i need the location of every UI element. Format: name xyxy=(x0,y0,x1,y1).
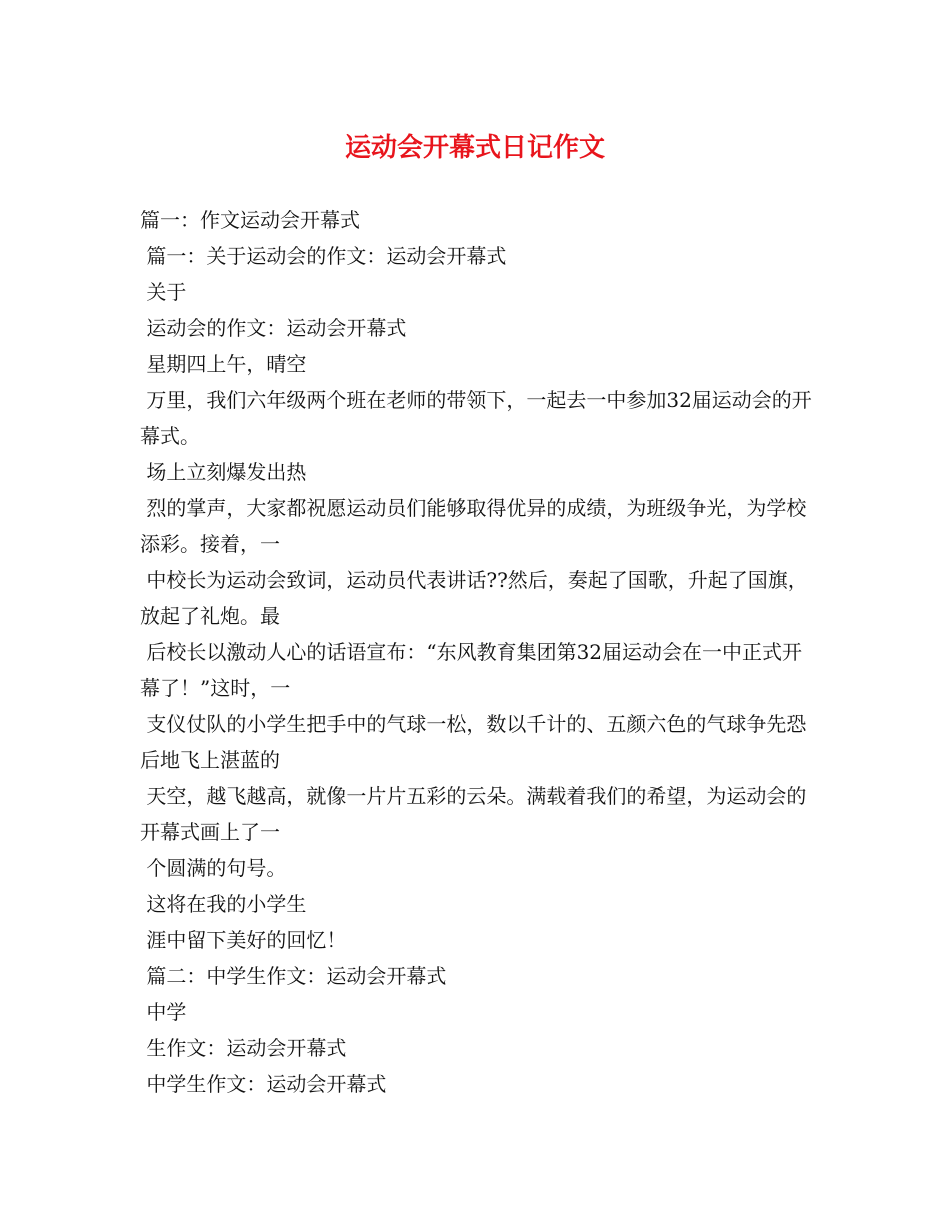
text-line: 篇二：中学生作文：运动会开幕式 xyxy=(140,964,447,988)
text-line: 中校长为运动会致词，运动员代表讲话??然后，奏起了国歌，升起了国旗，放起了礼炮。最 xyxy=(140,568,808,628)
text-line: 篇一：关于运动会的作文：运动会开幕式 xyxy=(140,244,507,268)
text-line: 中学生作文：运动会开幕式 xyxy=(140,1072,387,1096)
text-line: 后校长以激动人心的话语宣布：“东风教育集团第32届运动会在一中正式开幕了！”这时，一 xyxy=(140,640,803,700)
text-line: 篇一：作文运动会开幕式 xyxy=(140,208,360,232)
text-line: 天空，越飞越高，就像一片片五彩的云朵。满载着我们的希望，为运动会的开幕式画上了一 xyxy=(140,784,807,844)
text-line: 中学 xyxy=(140,1000,187,1024)
text-line: 生作文：运动会开幕式 xyxy=(140,1036,347,1060)
text-line: 万里，我们六年级两个班在老师的带领下，一起去一中参加32届运动会的开幕式。 xyxy=(140,388,812,448)
text-line: 这将在我的小学生 xyxy=(140,892,307,916)
text-line: 烈的掌声，大家都祝愿运动员们能够取得优异的成绩，为班级争光，为学校添彩。接着，一 xyxy=(140,496,807,556)
text-line: 关于 xyxy=(140,280,187,304)
text-line: 支仪仗队的小学生把手中的气球一松，数以千计的、五颜六色的气球争先恐后地飞上湛蓝的 xyxy=(140,712,807,772)
document-title: 运动会开幕式日记作文 xyxy=(344,133,605,163)
text-line: 场上立刻爆发出热 xyxy=(140,460,307,484)
text-line: 涯中留下美好的回忆！ xyxy=(140,928,347,952)
document-body xyxy=(140,202,816,1102)
text-line: 个圆满的句号。 xyxy=(140,856,287,880)
text-line: 星期四上午，晴空 xyxy=(140,352,307,376)
text-line: 运动会的作文：运动会开幕式 xyxy=(140,316,407,340)
